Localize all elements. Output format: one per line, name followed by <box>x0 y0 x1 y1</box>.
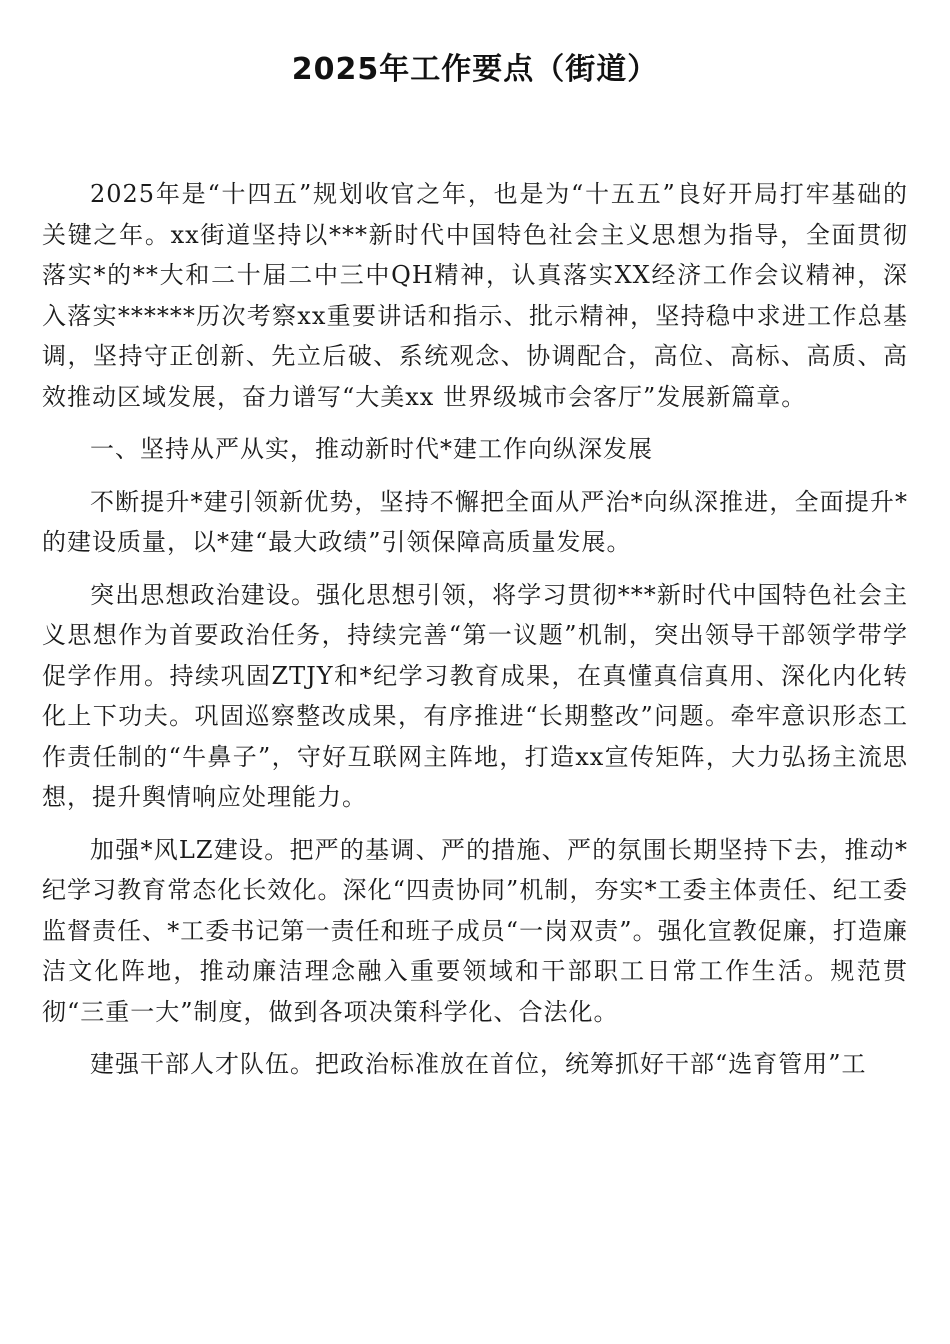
section-heading-1: 一、坚持从严从实，推动新时代*建工作向纵深发展 <box>90 435 653 463</box>
paragraph-cadre-team: 建强干部人才队伍。把政治标准放在首位，统筹抓好干部“选育管用”工 <box>90 1050 867 1078</box>
document-body <box>42 174 908 1097</box>
document-title: 2025年工作要点（街道） <box>291 52 659 87</box>
paragraph-ideological-building: 突出思想政治建设。强化思想引领，将学习贯彻***新时代中国特色社会主义思想作为首要政治任务，持续完善“第一议题”机制，突出领导干部领学带学促学作用。持续巩固ZTJY和*纪学习教育成果，在真懂真信真用、深化内化转化上下功夫。巩固巡察整改成果，有序推进“长期整改”问题。牵牢意识形态工作责任制的“牛鼻子”，守好互联网主阵地，打造xx宣传矩阵，大力弘扬主流思想，提升舆情响应处理能力。 <box>42 580 908 811</box>
paragraph-intro: 2025年是“十四五”规划收官之年，也是为“十五五”良好开局打牢基础的关键之年。xx街道坚持以***新时代中国特色社会主义思想为指导，全面贯彻落实*的**大和二十届二中三中QH精神，认真落实XX经济工作会议精神，深入落实******历次考察xx重要讲话和指示、批示精神，坚持稳中求进工作总基调，坚持守正创新、先立后破、系统观念、协调配合，高位、高标、高质、高效推动区域发展，奋力谱写“大美xx 世界级城市会客厅”发展新篇章。 <box>42 180 908 411</box>
paragraph-section-1-summary: 不断提升*建引领新优势，坚持不懈把全面从严治*向纵深推进，全面提升*的建设质量，以*建“最大政绩”引领保障高质量发展。 <box>42 487 908 556</box>
paragraph-integrity-building: 加强*风LZ建设。把严的基调、严的措施、严的氛围长期坚持下去，推动*纪学习教育常态化长效化。深化“四责协同”机制，夯实*工委主体责任、纪工委监督责任、*工委书记第一责任和班子成员“一岗双责”。强化宣教促廉，打造廉洁文化阵地，推动廉洁理念融入重要领域和干部职工日常工作生活。规范贯彻“三重一大”制度，做到各项决策科学化、合法化。 <box>42 835 908 1026</box>
